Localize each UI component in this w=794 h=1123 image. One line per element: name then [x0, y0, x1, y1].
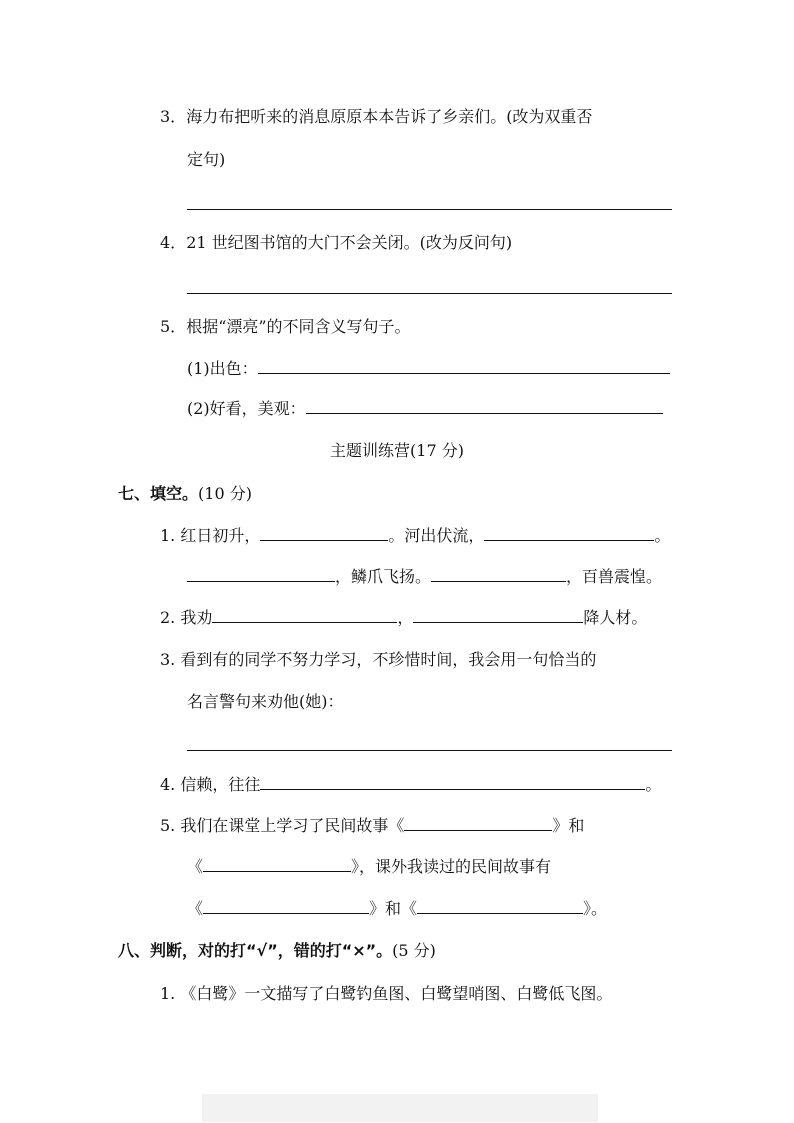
q7-1-blank3[interactable]: [187, 567, 335, 582]
q7-1-blank2[interactable]: [484, 526, 654, 541]
q6-5-sub2-blank[interactable]: [306, 399, 663, 414]
q6-4-text: 21 世纪图书馆的大门不会关闭。(改为反问句): [186, 233, 513, 252]
q6-3-number: 3．: [160, 107, 187, 126]
section7-score: (10 分): [198, 484, 252, 503]
q7-1-blank1[interactable]: [260, 526, 388, 541]
q7-5-line3: [187, 898, 607, 920]
q7-5-text-g: 》。: [583, 899, 608, 918]
q7-5-number: 5.: [160, 816, 176, 835]
q7-5-text-c: 《: [187, 857, 204, 876]
section8-score: (5 分): [392, 941, 436, 960]
q8-1-line: [160, 983, 612, 1005]
section7-title: 七、填空。: [118, 484, 199, 503]
q8-1-text: 《白鹭》一文描写了白鹭钓鱼图、白鹭望哨图、白鹭低飞图。: [180, 984, 613, 1003]
q7-4-line: [160, 774, 661, 796]
q7-1-line2: [187, 566, 662, 588]
q7-3-text1: 看到有的同学不努力学习，不珍惜时间，我会用一句恰当的: [180, 650, 597, 669]
q7-3-line1: [160, 649, 596, 671]
q7-1-text-c: 。: [654, 526, 671, 545]
q7-5-blank1[interactable]: [404, 816, 552, 831]
q7-4-text-b: 。: [645, 775, 662, 794]
q7-5-line1: [160, 815, 584, 837]
q7-5-blank3[interactable]: [203, 899, 369, 914]
q7-5-blank4[interactable]: [417, 899, 583, 914]
q7-1-blank4[interactable]: [431, 567, 566, 582]
q6-5-sub1: [187, 358, 670, 380]
q7-4-number: 4.: [160, 775, 176, 794]
q6-4-answer-line[interactable]: [187, 293, 672, 294]
q7-1-text-b: 。河出伏流，: [388, 526, 485, 545]
q7-5-line2: [187, 856, 551, 878]
q7-2-number: 2.: [160, 608, 176, 627]
q7-1-line1: [160, 525, 670, 547]
q7-1-number: 1.: [160, 526, 176, 545]
q7-5-text-f: 》和《: [369, 899, 418, 918]
q6-5-sub2: [187, 398, 663, 420]
q6-5-sub1-blank[interactable]: [258, 359, 670, 374]
q7-1-text-e: ，百兽震惶。: [566, 567, 663, 586]
q7-3-line2: 名言警句来劝他(她)：: [187, 692, 344, 711]
q6-3-text: 海力布把听来的消息原原本本告诉了乡亲们。(改为双重否: [186, 107, 593, 126]
q7-5-text-b: 》和: [552, 816, 585, 835]
q6-4-line: [160, 232, 512, 254]
q7-5-text-d: 》，课外我读过的民间故事有: [351, 857, 552, 876]
q7-1-text-a: 红日初升，: [180, 526, 261, 545]
q7-4-blank[interactable]: [260, 775, 645, 790]
q7-2-blank2[interactable]: [413, 608, 583, 623]
q6-3-line1: [160, 106, 592, 128]
q7-5-blank2[interactable]: [203, 857, 351, 872]
section7-heading: [118, 483, 252, 505]
q7-4-text-a: 信赖，往往: [180, 775, 261, 794]
q7-2-text-a: 我劝: [180, 608, 213, 627]
section8-heading: [118, 940, 436, 962]
q6-5-sub1-label: (1)出色：: [187, 359, 258, 378]
section8-title: 八、判断，对的打“√”，错的打“×”。: [118, 941, 393, 960]
q7-1-text-d: ，鳞爪飞扬。: [335, 567, 432, 586]
q7-5-text-e: 《: [187, 899, 204, 918]
q7-2-text-b: ，: [397, 608, 414, 627]
q7-5-text-a: 我们在课堂上学习了民间故事《: [180, 816, 405, 835]
q7-2-text-c: 降人材。: [583, 608, 648, 627]
q7-2-blank1[interactable]: [212, 608, 397, 623]
q7-3-number: 3.: [160, 650, 176, 669]
q6-4-number: 4．: [160, 233, 187, 252]
page-footer-bar: [202, 1094, 598, 1122]
q6-3-line2: 定句): [187, 150, 226, 169]
camp-title: 主题训练营(17 分): [330, 441, 464, 460]
q6-5-number: 5．: [160, 317, 187, 336]
q7-2-line: [160, 607, 647, 629]
q6-5-text: 根据“漂亮”的不同含义写句子。: [186, 317, 411, 336]
q6-5-sub2-label: (2)好看，美观：: [187, 399, 306, 418]
q6-3-answer-line[interactable]: [187, 209, 672, 210]
q6-5-line: [160, 316, 411, 338]
q7-3-answer-line[interactable]: [187, 750, 672, 751]
q8-1-number: 1.: [160, 984, 176, 1003]
